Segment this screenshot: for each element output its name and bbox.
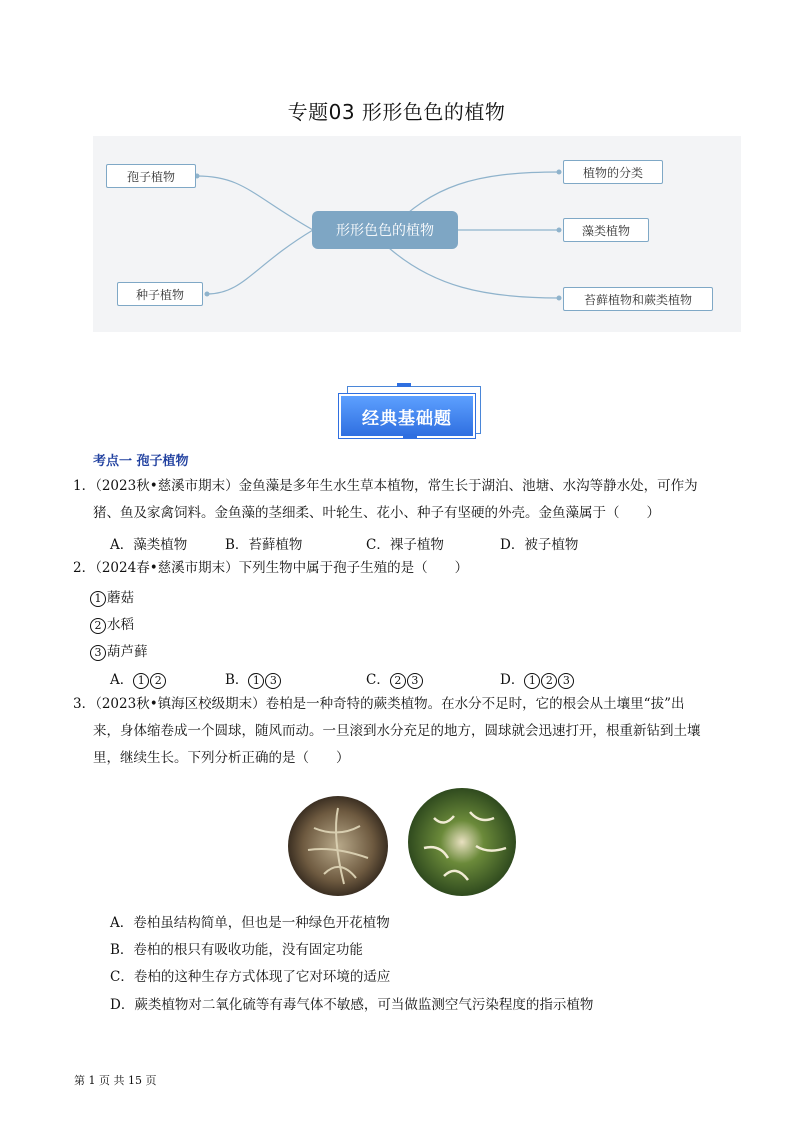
connector-dot: [557, 170, 562, 175]
circled-number: 1: [524, 673, 540, 689]
question-text: 猪、鱼及家禽饲料。金鱼藻的茎细柔、叶轮生、花小、种子有坚硬的外壳。金鱼藻属于（ ）: [93, 505, 660, 521]
option-b: [225, 668, 282, 689]
item-text: 葫芦藓: [107, 644, 148, 660]
circled-number: 1: [90, 591, 106, 607]
question-text: 来，身体缩卷成一个圆球，随风而动。一旦滚到水分充足的地方，圆球就会迅速打开，根重新钻到土壤: [93, 723, 701, 739]
option-letter: B．: [225, 672, 249, 688]
question-number: 1．: [73, 478, 96, 494]
circled-number: 3: [407, 673, 423, 689]
footer-page-number: 1: [88, 1074, 96, 1087]
badge-accent: [397, 383, 411, 387]
badge-accent: [403, 434, 417, 438]
option-d: D．蕨类植物对二氧化硫等有毒气体不敏感，可当做监测空气污染程度的指示植物: [110, 997, 594, 1013]
selaginella-photos: [284, 788, 524, 898]
question-number: 3．: [73, 696, 96, 712]
question-text: 里，继续生长。下列分析正确的是（ ）: [93, 750, 350, 766]
question-1: [73, 476, 698, 496]
question-text: （2024春•慈溪市期末）下列生物中属于孢子生殖的是（ ）: [95, 560, 469, 576]
circled-number: 2: [150, 673, 166, 689]
option-b: B．苔藓植物: [225, 537, 303, 553]
circled-number: 2: [541, 673, 557, 689]
list-item: [90, 613, 134, 634]
mind-map: [93, 136, 741, 332]
option-a: A．卷柏虽结构简单，但也是一种绿色开花植物: [110, 915, 390, 931]
connector-left-bottom: [207, 230, 313, 294]
circled-number: 3: [265, 673, 281, 689]
mind-map-node-algae: 藻类植物: [563, 218, 649, 242]
circled-number: 2: [90, 618, 106, 634]
question-number: 2．: [73, 560, 96, 576]
circled-number: 1: [133, 673, 149, 689]
option-d: D．被子植物: [500, 537, 579, 553]
circled-number: 3: [558, 673, 574, 689]
page-footer: [74, 1072, 157, 1088]
option-c: C．卷柏的这种生存方式体现了它对环境的适应: [110, 969, 391, 985]
mind-map-center-node: 形形色色的植物: [312, 211, 458, 249]
circled-number: 3: [90, 645, 106, 661]
page-title: 专题03 形形色色的植物: [287, 100, 506, 124]
mind-map-node-classification: 植物的分类: [563, 160, 663, 184]
connector-dot: [205, 292, 210, 297]
list-item: [90, 586, 134, 607]
option-d: [500, 668, 575, 689]
mind-map-node-spore-plants: 孢子植物: [106, 164, 196, 188]
option-letter: C．: [366, 672, 390, 688]
green-selaginella-ball: [408, 788, 516, 896]
item-text: 水稻: [107, 617, 134, 633]
option-a: A．藻类植物: [110, 537, 188, 553]
option-letter: A．: [110, 672, 134, 688]
section-badge: [339, 386, 481, 438]
footer-text: 页 共: [99, 1074, 125, 1087]
mind-map-node-moss-fern: 苔藓植物和蕨类植物: [563, 287, 713, 311]
option-c: C．裸子植物: [366, 537, 444, 553]
selaginella-illustration: [284, 788, 524, 898]
footer-total-pages: 15: [128, 1074, 142, 1087]
circled-number: 1: [248, 673, 264, 689]
list-item: [90, 640, 148, 661]
footer-text: 页: [145, 1074, 157, 1087]
connector-dot: [557, 296, 562, 301]
mind-map-node-seed-plants: 种子植物: [117, 282, 203, 306]
option-a: [110, 668, 167, 689]
item-text: 蘑菇: [107, 590, 134, 606]
question-2: [73, 558, 468, 578]
option-b: B．卷柏的根只有吸收功能，没有固定功能: [110, 942, 363, 958]
option-letter: D．: [500, 672, 525, 688]
option-c: [366, 668, 424, 689]
question-text: （2023秋•镇海区校级期末）卷柏是一种奇特的蕨类植物。在水分不足时，它的根会从土壤里“拔”出: [95, 696, 685, 712]
question-3: [73, 694, 684, 714]
badge-label: 经典基础题: [339, 394, 475, 438]
connector-dot: [557, 228, 562, 233]
circled-number: 2: [390, 673, 406, 689]
connector-right-bottom: [389, 248, 559, 298]
footer-text: 第: [74, 1074, 85, 1087]
topic-heading: 考点一 孢子植物: [93, 454, 189, 469]
question-text: （2023秋•慈溪市期末）金鱼藻是多年生水生草本植物，常生长于湖泊、池塘、水沟等静水处，可作为: [95, 478, 698, 494]
connector-left-top: [197, 176, 313, 230]
